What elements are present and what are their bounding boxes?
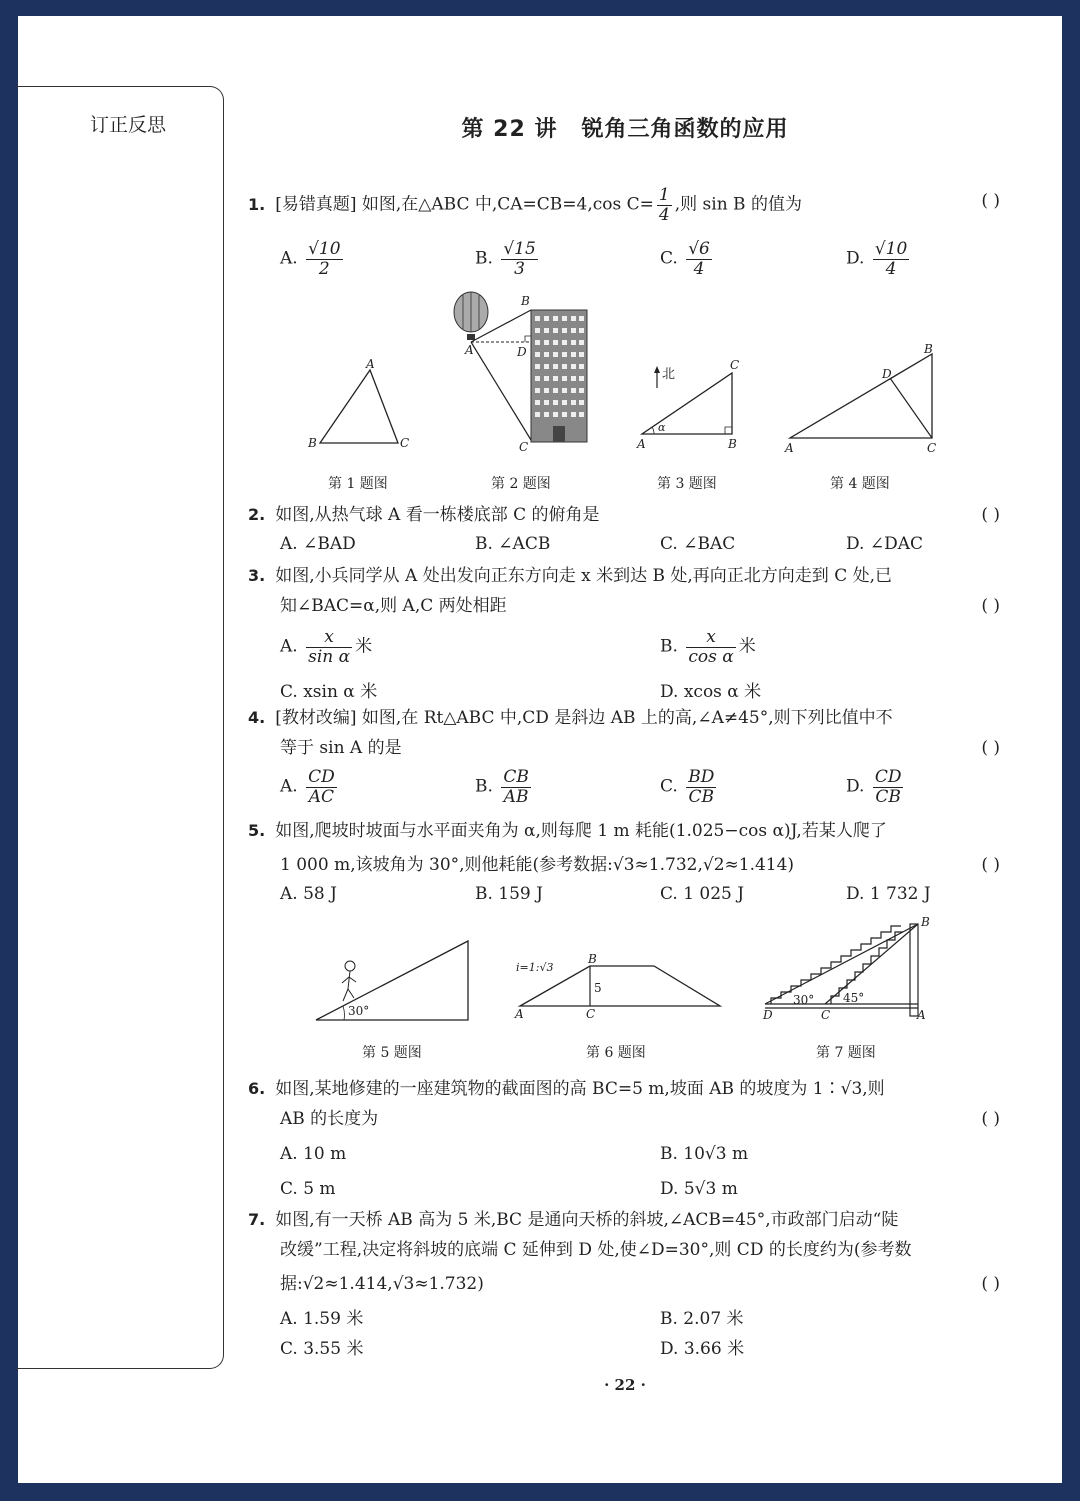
label-a: A xyxy=(917,1008,926,1022)
option-b: B. $\frac{x}{\text{cos α}}$ 米 xyxy=(660,627,756,667)
label-c: C xyxy=(400,436,410,450)
question-2 xyxy=(248,500,1000,530)
answer-blank: ( ) xyxy=(981,505,1000,525)
option-a: A. ∠BAD xyxy=(280,534,356,554)
angle-c-label: 45° xyxy=(843,991,865,1005)
figure-5 xyxy=(310,935,475,1030)
reflection-sidebar xyxy=(16,86,224,1369)
label-c: C xyxy=(821,1008,831,1022)
figure-7 xyxy=(755,912,935,1024)
question-text-line2: 等于 sin A 的是 xyxy=(280,738,402,758)
label-d: D xyxy=(763,1008,773,1022)
slope-triangle xyxy=(316,941,468,1020)
option-c: C. xsin α 米 xyxy=(280,682,378,702)
lecture-number: 第 22 讲 xyxy=(461,117,558,142)
question-text-line2: 1 000 m,该坡角为 30°,则他耗能(参考数据:√3≈1.732,√2≈1.414) xyxy=(280,855,795,875)
label-c: C xyxy=(519,440,529,454)
label-a: A xyxy=(515,1007,524,1021)
option-b: B. 10√3 m xyxy=(660,1144,749,1164)
slope-ratio-label: i=1:√3 xyxy=(516,961,554,974)
question-7 xyxy=(248,1205,1000,1299)
question-4 xyxy=(248,703,1000,763)
question-number: 1. xyxy=(248,194,266,214)
option-c: C. 1 025 J xyxy=(660,884,745,904)
option-a: A. 58 J xyxy=(280,884,337,904)
caption-figure-7: 第 7 题图 xyxy=(816,1045,876,1061)
option-d: D. xcos α 米 xyxy=(660,682,762,702)
answer-blank: ( ) xyxy=(981,738,1000,758)
triangle-abc xyxy=(790,354,932,438)
caption-figure-2: 第 2 题图 xyxy=(491,476,551,492)
option-a: A. $\frac{x}{\text{sin α}}$ 米 xyxy=(280,627,373,667)
question-text-line1: 如图,小兵同学从 A 处出发向正东方向走 x 米到达 B 处,再向正北方向走到 C 处,已 xyxy=(275,566,893,586)
option-c: C. $\frac{√6}{4}$ xyxy=(660,239,710,279)
figure-4 xyxy=(782,340,942,455)
question-text-line1: 如图,爬坡时坡面与水平面夹角为 α,则每爬 1 m 耗能(1.025−cos α)J,若某人爬了 xyxy=(275,821,887,841)
triangle-abc xyxy=(320,370,398,443)
option-d: D. ∠DAC xyxy=(846,534,923,554)
label-c: C xyxy=(730,358,740,372)
alpha-label: α xyxy=(658,421,666,434)
option-c: C. ∠BAC xyxy=(660,534,736,554)
question-3 xyxy=(248,561,1000,621)
lecture-topic: 锐角三角函数的应用 xyxy=(581,117,789,142)
label-a: A xyxy=(366,357,375,371)
question-number: 2. xyxy=(248,505,266,524)
label-a: A xyxy=(465,343,474,357)
option-b: B. 159 J xyxy=(475,884,543,904)
label-b: B xyxy=(924,342,933,356)
option-a: A. $\frac{√10}{2}$ xyxy=(280,239,341,279)
page-title xyxy=(250,112,1000,143)
question-text-tail: ,则 sin B 的值为 xyxy=(674,194,802,215)
question-5 xyxy=(248,816,1000,880)
label-a: A xyxy=(637,437,646,451)
figure-3 xyxy=(630,355,750,455)
label-d: D xyxy=(882,367,892,381)
answer-blank: ( ) xyxy=(981,1109,1000,1129)
stairs-gentle xyxy=(771,926,901,1004)
option-c: C. $\frac{BD}{CB}$ xyxy=(660,767,715,807)
question-text-line3: 据:√2≈1.414,√3≈1.732) xyxy=(280,1274,484,1294)
option-d: D. 5√3 m xyxy=(660,1179,738,1199)
label-b: B xyxy=(921,915,930,929)
option-a: A. $\frac{CD}{AC}$ xyxy=(280,767,335,807)
angle-label: 30° xyxy=(348,1004,370,1018)
option-d: D. 1 732 J xyxy=(846,884,931,904)
fraction: $\frac{1}{4}$ xyxy=(658,185,670,225)
question-text: 如图,从热气球 A 看一栋楼底部 C 的俯角是 xyxy=(275,505,600,525)
caption-figure-6: 第 6 题图 xyxy=(586,1045,646,1061)
option-b: B. $\frac{√15}{3}$ xyxy=(475,239,536,279)
answer-blank: ( ) xyxy=(981,1274,1000,1294)
figure-1 xyxy=(300,355,420,455)
triangle-abc xyxy=(642,373,732,434)
label-b: B xyxy=(728,437,737,451)
question-number: 3. xyxy=(248,566,266,585)
label-c: C xyxy=(927,441,937,455)
label-b: B xyxy=(521,294,530,308)
label-d: D xyxy=(517,345,527,359)
option-d: D. $\frac{CD}{CB}$ xyxy=(846,767,902,807)
question-number: 5. xyxy=(248,821,266,840)
question-text: [易错真题] 如图,在△ABC 中,CA=CB=4,cos C= xyxy=(275,194,654,215)
question-text-line2: 改缓”工程,决定将斜坡的底端 C 延伸到 D 处,使∠D=30°,则 CD 的长度约为(参考数 xyxy=(280,1240,912,1260)
option-d: D. 3.66 米 xyxy=(660,1339,745,1359)
height-label: 5 xyxy=(594,981,602,995)
option-b: B. ∠ACB xyxy=(475,534,551,554)
question-1 xyxy=(248,186,1000,224)
question-text-line2: AB 的长度为 xyxy=(280,1109,379,1129)
caption-figure-5: 第 5 题图 xyxy=(362,1045,422,1061)
question-number: 6. xyxy=(248,1079,266,1098)
caption-figure-1: 第 1 题图 xyxy=(328,476,388,492)
altitude-cd xyxy=(890,378,932,438)
figure-2 xyxy=(445,290,595,455)
sidebar-title: 订正反思 xyxy=(90,114,167,136)
answer-blank: ( ) xyxy=(981,191,1000,211)
climber-figure xyxy=(342,961,356,1001)
label-b: B xyxy=(588,952,597,966)
question-text-line1: 如图,有一天桥 AB 高为 5 米,BC 是通向天桥的斜坡,∠ACB=45°,市政部门启动“陡 xyxy=(275,1210,899,1230)
option-b: B. $\frac{CB}{AB}$ xyxy=(475,767,529,807)
question-text-line1: [教材改编] 如图,在 Rt△ABC 中,CD 是斜边 AB 上的高,∠A≠45°,则下列比值中不 xyxy=(275,708,893,728)
caption-figure-3: 第 3 题图 xyxy=(657,476,717,492)
page-number: · 22 · xyxy=(604,1376,646,1394)
question-text-line2: 知∠BAC=α,则 A,C 两处相距 xyxy=(280,596,507,616)
option-b: B. 2.07 米 xyxy=(660,1309,744,1329)
figure-6 xyxy=(510,950,730,1025)
label-a: A xyxy=(785,441,794,455)
question-number: 7. xyxy=(248,1210,266,1229)
option-a: A. 1.59 米 xyxy=(280,1309,364,1329)
label-b: B xyxy=(308,436,317,450)
option-c: C. 3.55 米 xyxy=(280,1339,364,1359)
label-c: C xyxy=(586,1007,596,1021)
angle-d-label: 30° xyxy=(793,993,815,1007)
question-text-line1: 如图,某地修建的一座建筑物的截面图的高 BC=5 m,坡面 AB 的坡度为 1∶√3,则 xyxy=(275,1079,885,1099)
north-label: 北 xyxy=(662,367,676,382)
bridge-pillar xyxy=(910,924,918,1016)
answer-blank: ( ) xyxy=(981,855,1000,875)
question-6 xyxy=(248,1074,1000,1134)
option-c: C. 5 m xyxy=(280,1179,336,1199)
option-d: D. $\frac{√10}{4}$ xyxy=(846,239,908,279)
answer-blank: ( ) xyxy=(981,596,1000,616)
question-number: 4. xyxy=(248,708,266,727)
caption-figure-4: 第 4 题图 xyxy=(830,476,890,492)
option-a: A. 10 m xyxy=(280,1144,347,1164)
